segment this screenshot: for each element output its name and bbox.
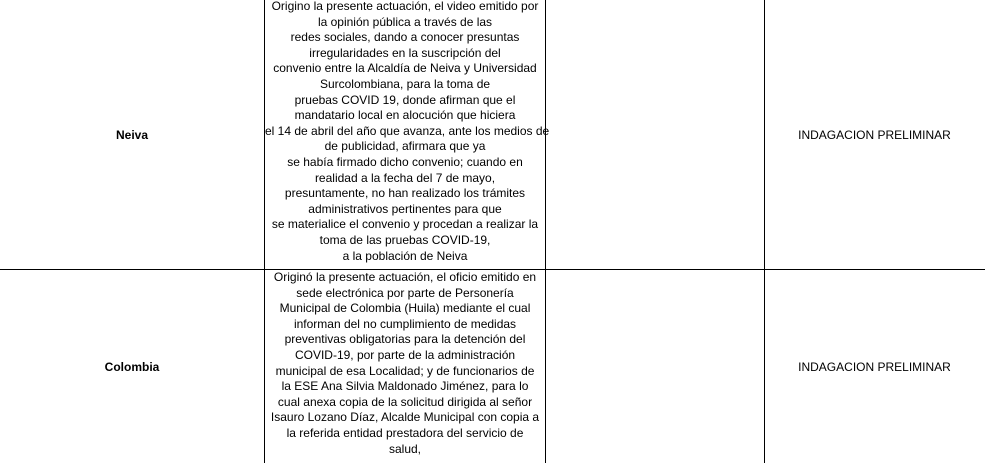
description-line: cual anexa copia de la solicitud dirigida al señor <box>277 394 533 409</box>
description-line: la opinión pública a través de las <box>317 14 493 29</box>
description-line: de publicidad, afirmara que ya <box>324 139 486 154</box>
description-line: mandatario local en alocución que hiciera <box>294 108 516 123</box>
description-line: la ESE Ana Silvia Maldonado Jiménez, para lo <box>281 379 529 394</box>
description-line: sede electrónica por parte de Personería <box>296 285 514 300</box>
description-line: Municipal de Colombia (Huila) mediante el cual <box>279 301 531 316</box>
place-name: Neiva <box>115 127 149 142</box>
description-line: Originó la presente actuación, el oficio emitido en <box>273 270 537 284</box>
description-line: a la población de Neiva <box>342 248 468 263</box>
description-line: redes sociales, dando a conocer presuntas <box>290 30 520 45</box>
description-line: COVID-19, por parte de la administración <box>294 347 516 362</box>
description-line: Surcolombiana, para la toma de <box>319 76 491 91</box>
description-cell <box>265 270 545 457</box>
description-line: preventivas obligatorias para la detención del <box>284 332 526 347</box>
status-text: INDAGACION PRELIMINAR <box>798 127 951 142</box>
place-cell <box>0 270 264 463</box>
table-row <box>0 270 985 463</box>
description-line: el 14 de abril del año que avanza, ante los medios de <box>265 123 550 138</box>
description-line: municipal de esa Localidad; y de funcionarios de <box>275 363 535 378</box>
description-line: realidad a la fecha del 7 de mayo, <box>314 170 496 185</box>
status-cell <box>764 0 985 269</box>
description-line: salud, <box>388 441 422 456</box>
description-line: toma de las pruebas COVID-19, <box>319 232 491 247</box>
description-line: convenio entre la Alcaldía de Neiva y Universidad <box>273 61 537 76</box>
description-line: Isauro Lozano Díaz, Alcalde Municipal con copia a <box>270 410 540 425</box>
description-line: se había firmado dicho convenio; cuando en <box>287 154 523 169</box>
empty-cell <box>545 270 764 463</box>
description-line: administrativos pertinentes para que <box>308 201 502 216</box>
status-cell <box>764 270 985 463</box>
description-line: Origino la presente actuación, el video emitido por <box>271 0 539 13</box>
description-line: irregularidades en la suscripción del <box>309 45 501 60</box>
description-line: se materialice el convenio y procedan a realizar la <box>271 217 539 232</box>
description-line: la referida entidad prestadora del servicio de <box>286 425 524 440</box>
description-line: informan del no cumplimiento de medidas <box>293 316 517 331</box>
place-cell <box>0 0 264 269</box>
empty-cell <box>545 0 764 269</box>
description-line: pruebas COVID 19, donde afirman que el <box>294 92 516 107</box>
place-name: Colombia <box>104 359 160 374</box>
description-line: presuntamente, no han realizado los trámites <box>284 186 526 201</box>
description-cell <box>265 0 550 264</box>
status-text: INDAGACION PRELIMINAR <box>798 359 951 374</box>
